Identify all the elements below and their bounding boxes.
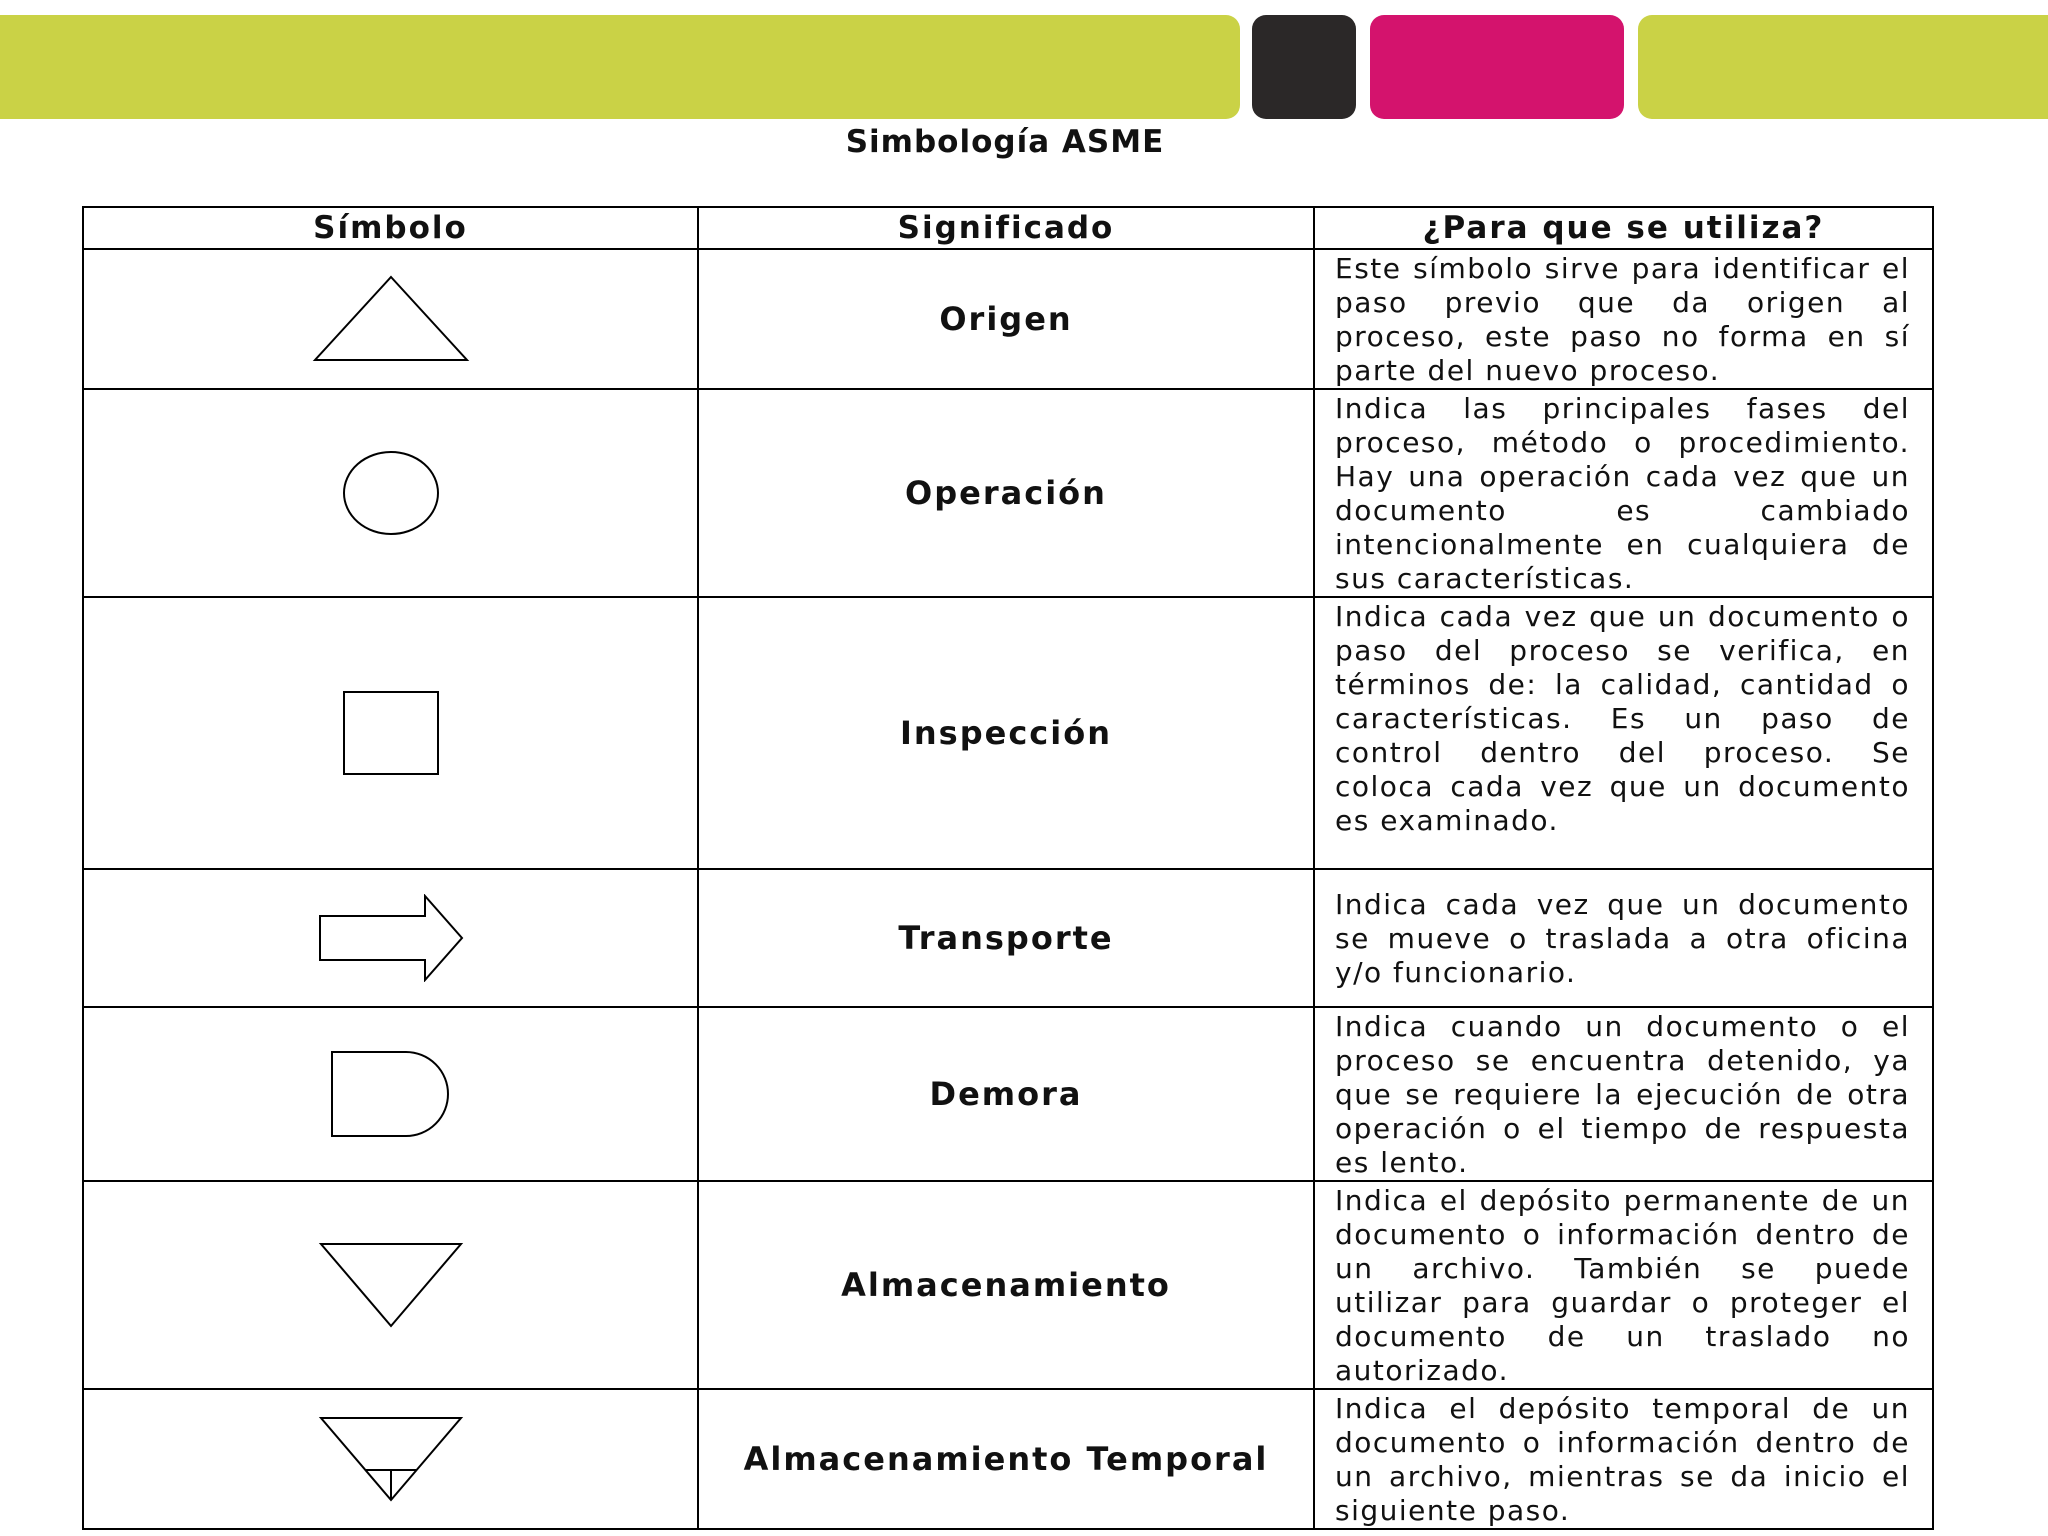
meaning-cell: Almacenamiento Temporal [698, 1389, 1314, 1529]
description-cell: Indica el depósito temporal de un documento o información dentro de un archivo, mientras se da inicio el siguiente paso. [1314, 1389, 1933, 1529]
column-header-uso: ¿Para que se utiliza? [1314, 207, 1933, 249]
description-cell: Indica las principales fases del proceso, método o procedimiento. Hay una operación cada vez que un documento es cambiado intencionalmente en cualquiera de sus características. [1314, 389, 1933, 597]
table-row [83, 249, 1933, 389]
symbol-cell [83, 389, 698, 597]
header-bar-pink [1370, 15, 1624, 119]
table-row [83, 1389, 1933, 1529]
description-cell: Indica cada vez que un documento se mueve o traslada a otra oficina y/o funcionario. [1314, 869, 1933, 1007]
description-cell: Indica el depósito permanente de un documento o información dentro de un archivo. También se puede utilizar para guardar o proteger el documento de un traslado no autorizado. [1314, 1181, 1933, 1389]
arrow-right-icon [318, 894, 464, 982]
symbol-cell [83, 1181, 698, 1389]
table-row [83, 869, 1933, 1007]
column-header-simbolo: Símbolo [83, 207, 698, 249]
symbol-cell [83, 869, 698, 1007]
meaning-cell: Operación [698, 389, 1314, 597]
symbol-cell [83, 249, 698, 389]
asme-symbols-table [82, 206, 1934, 1530]
square-icon [342, 690, 440, 776]
column-header-significado: Significado [698, 207, 1314, 249]
meaning-cell: Almacenamiento [698, 1181, 1314, 1389]
d-shape-icon [330, 1050, 452, 1138]
table-row [83, 389, 1933, 597]
circle-icon [341, 449, 441, 537]
symbol-cell [83, 597, 698, 869]
symbol-cell [83, 1007, 698, 1181]
description-cell: Indica cuando un documento o el proceso se encuentra detenido, ya que se requiere la ejecución de otra operación o el tiempo de respuesta es lento. [1314, 1007, 1933, 1181]
description-cell: Indica cada vez que un documento o paso del proceso se verifica, en términos de: la calidad, cantidad o características. Es un paso de control dentro del proceso. Se coloca cada vez que un documento es examinado. [1314, 597, 1933, 869]
description-cell: Este símbolo sirve para identificar el paso previo que da origen al proceso, este paso no forma en sí parte del nuevo proceso. [1314, 249, 1933, 389]
table-row [83, 597, 1933, 869]
meaning-cell: Transporte [698, 869, 1314, 1007]
meaning-cell: Inspección [698, 597, 1314, 869]
header-bar-lime-left [0, 15, 1240, 119]
header-bar-dark [1252, 15, 1356, 119]
meaning-cell: Origen [698, 249, 1314, 389]
table-header-row [83, 207, 1933, 249]
triangle-down-temporary-icon [318, 1415, 464, 1503]
table-row [83, 1181, 1933, 1389]
meaning-cell: Demora [698, 1007, 1314, 1181]
triangle-up-icon [311, 274, 471, 364]
symbol-cell [83, 1389, 698, 1529]
triangle-down-icon [318, 1241, 464, 1329]
document-title: Simbología ASME [845, 124, 1165, 160]
header-bar-lime-right [1638, 15, 2048, 119]
table-row [83, 1007, 1933, 1181]
